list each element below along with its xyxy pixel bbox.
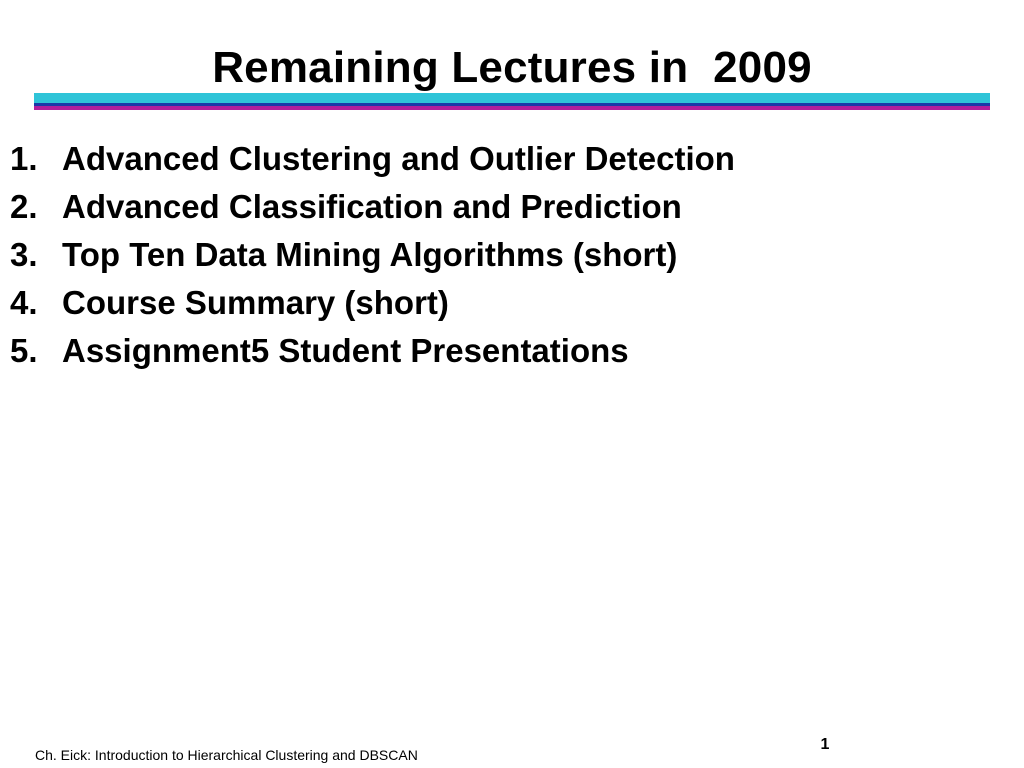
underline-cyan-band xyxy=(34,93,990,103)
list-item-text: Advanced Clustering and Outlier Detection xyxy=(62,140,735,177)
list-item-text: Course Summary (short) xyxy=(62,284,449,321)
list-item-number: 2. xyxy=(10,188,38,225)
list-item xyxy=(10,279,735,327)
page-number: 1 xyxy=(820,736,830,753)
list-item xyxy=(10,135,735,183)
slide-footer: Ch. Eick: Introduction to Hierarchical Clustering and DBSCAN xyxy=(35,747,418,763)
list-item-text: Advanced Classification and Prediction xyxy=(62,188,682,225)
list-item xyxy=(10,327,735,375)
list-item xyxy=(10,183,735,231)
list-item-number: 1. xyxy=(10,140,38,177)
underline-magenta-band xyxy=(34,106,990,110)
list-item-number: 4. xyxy=(10,284,38,321)
list-item-number: 5. xyxy=(10,332,38,369)
title-underline xyxy=(34,93,990,111)
list-item-number: 3. xyxy=(10,236,38,273)
list-item xyxy=(10,231,735,279)
lecture-list xyxy=(10,135,735,375)
list-item-text: Assignment5 Student Presentations xyxy=(62,332,629,369)
list-item-text: Top Ten Data Mining Algorithms (short) xyxy=(62,236,678,273)
slide-title: Remaining Lectures in 2009 xyxy=(212,43,812,92)
